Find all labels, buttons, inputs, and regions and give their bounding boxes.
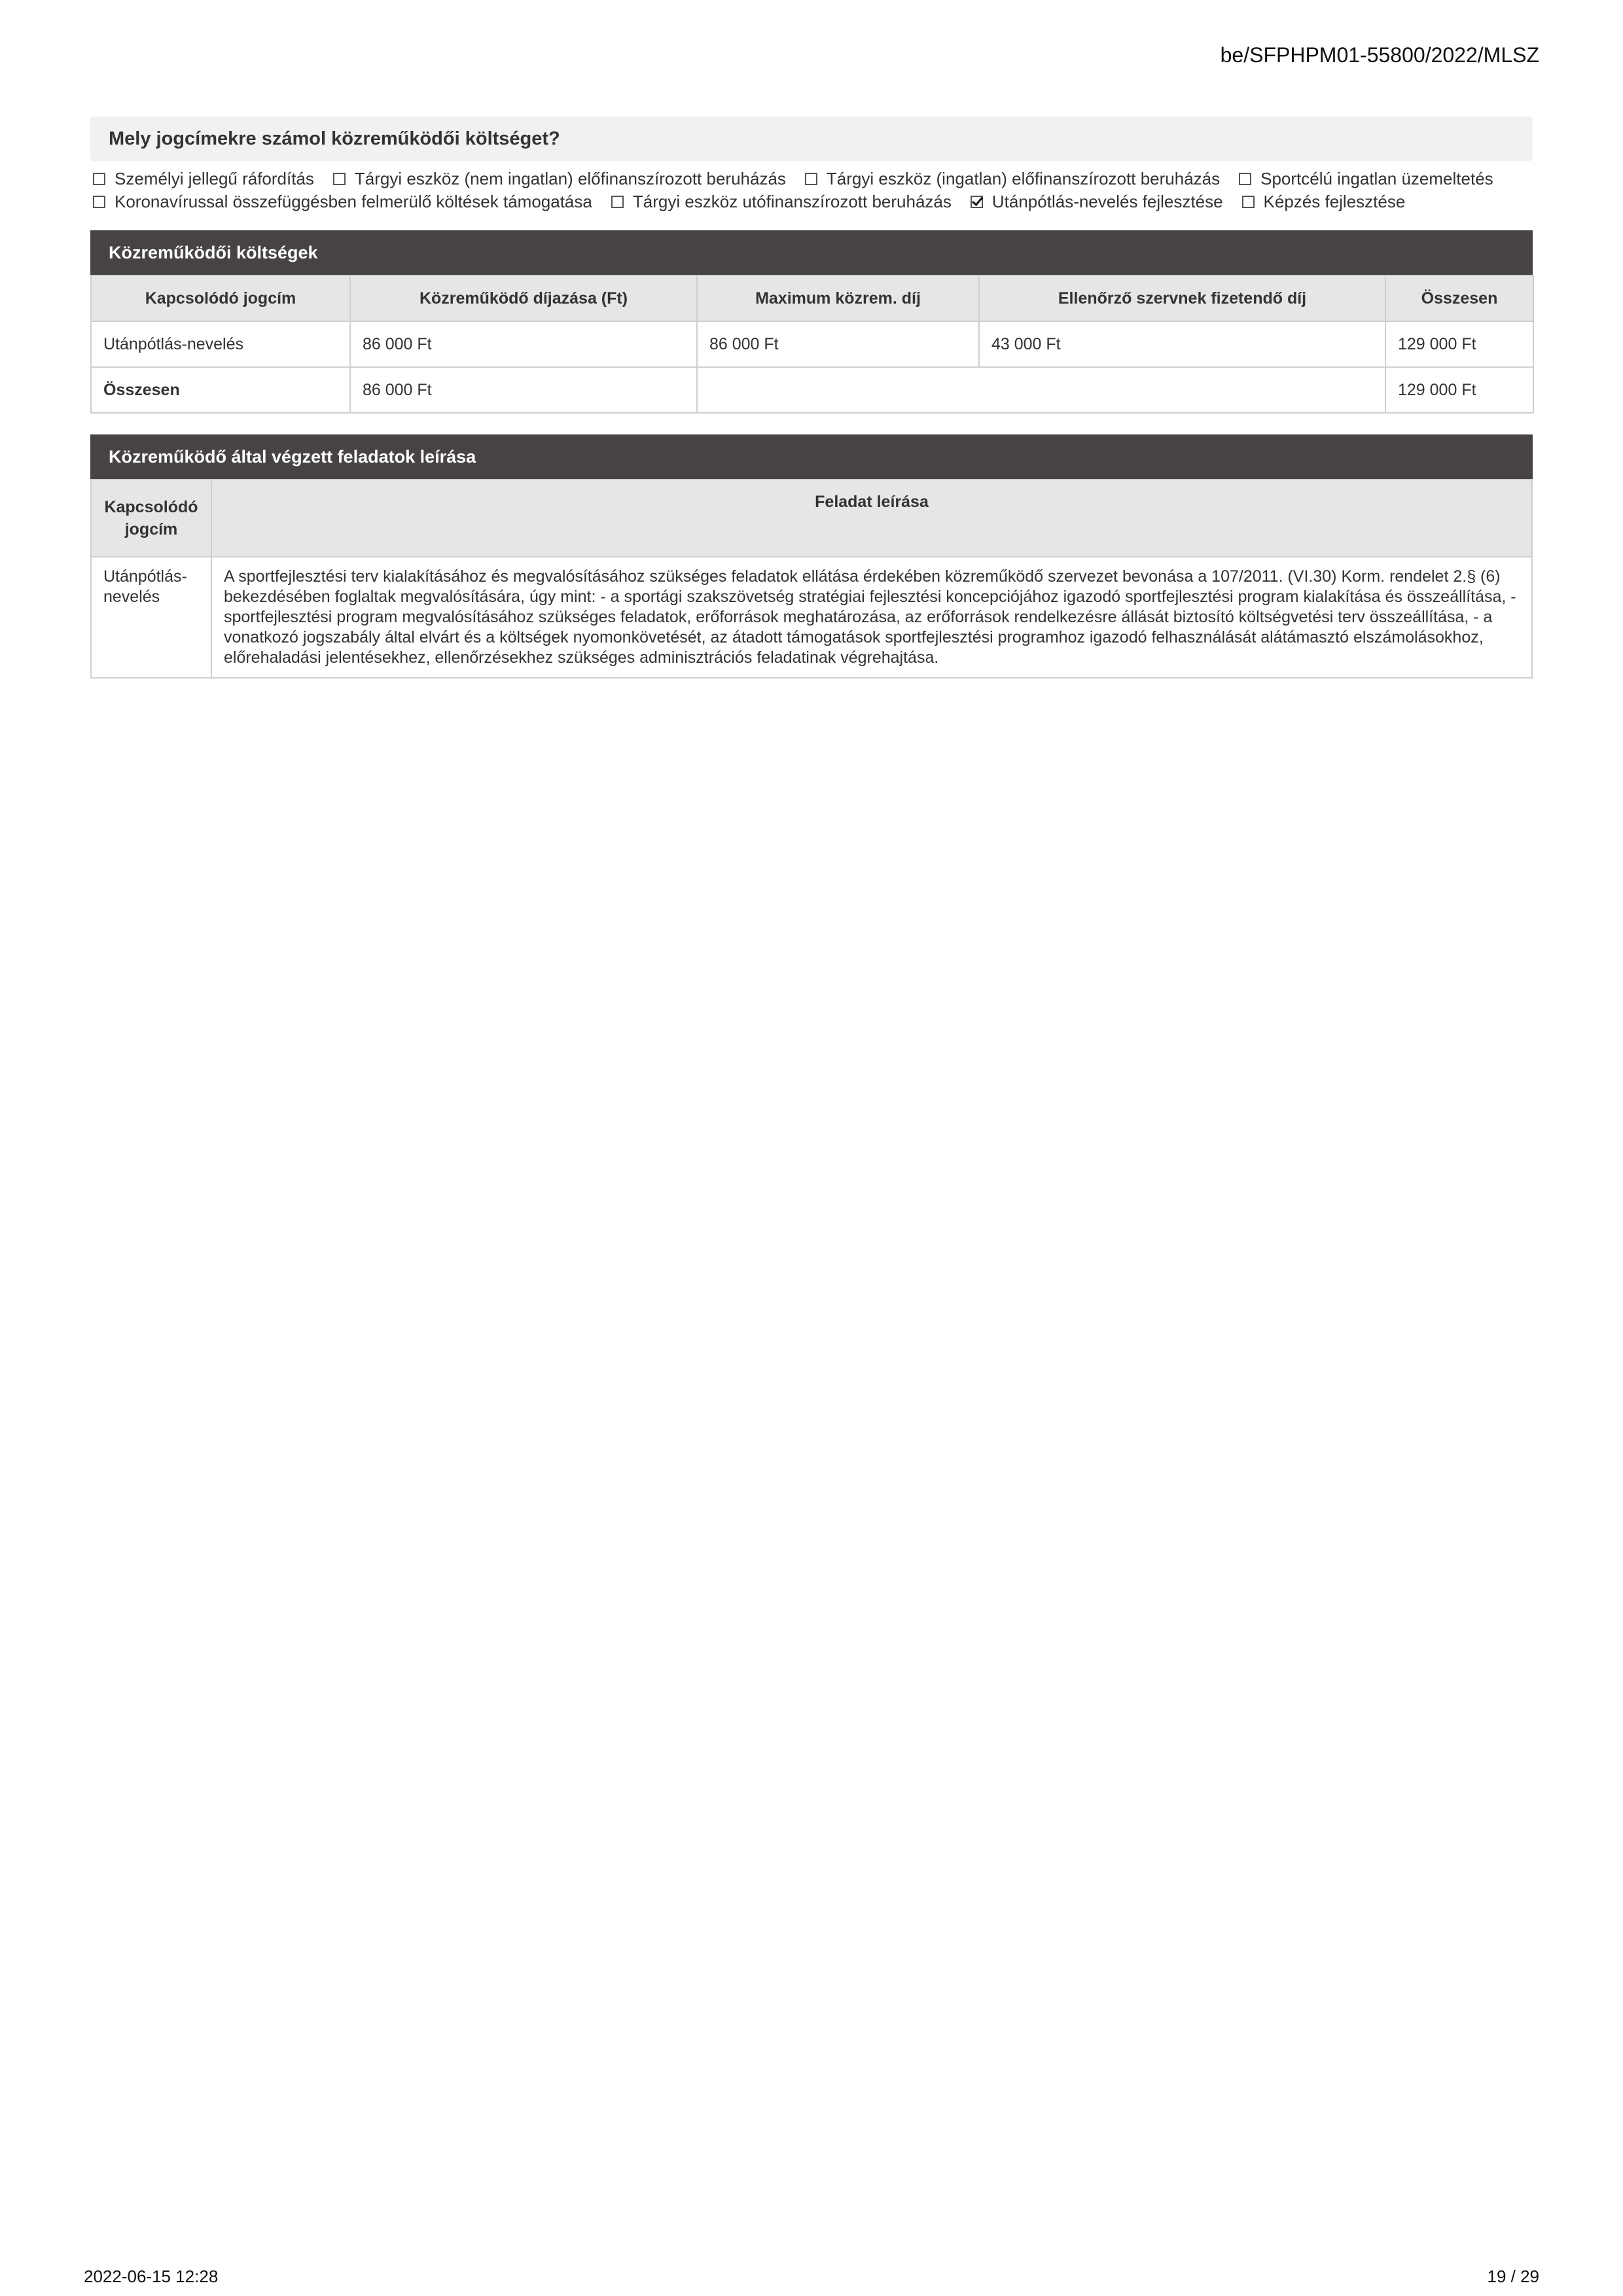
column-header: Közreműködő díjazása (Ft)	[350, 275, 697, 321]
total-sum: 129 000 Ft	[1385, 367, 1533, 413]
category-options	[93, 168, 1533, 213]
table-cell: 43 000 Ft	[979, 321, 1385, 367]
document-id: be/SFPHPM01-55800/2022/MLSZ	[1220, 43, 1539, 67]
column-header: Kapcsolódó jogcím	[91, 480, 211, 557]
option-label: Személyi jellegű ráfordítás	[115, 169, 314, 188]
table-cell: 86 000 Ft	[697, 321, 979, 367]
tasks-table	[90, 479, 1533, 679]
column-header: Feladat leírása	[211, 480, 1532, 557]
option-label: Képzés fejlesztése	[1263, 192, 1406, 211]
table-total-row	[91, 367, 1533, 413]
column-header: Összesen	[1385, 275, 1533, 321]
costs-section-title: Közreműködői költségek	[90, 230, 1533, 275]
checkbox-icon[interactable]	[93, 196, 105, 208]
option-label: Tárgyi eszköz utófinanszírozott beruházás	[632, 192, 952, 211]
table-cell: Utánpótlás-nevelés	[91, 557, 211, 678]
option-label: Tárgyi eszköz (nem ingatlan) előfinanszírozott beruházás	[354, 169, 786, 188]
option-training-development[interactable]	[1242, 192, 1406, 212]
option-label: Sportcélú ingatlan üzemeltetés	[1260, 169, 1493, 188]
checkbox-icon[interactable]	[611, 196, 624, 208]
option-covid-support[interactable]	[93, 192, 592, 212]
option-label: Utánpótlás-nevelés fejlesztése	[991, 192, 1223, 211]
total-label: Összesen	[91, 367, 350, 413]
checkbox-icon[interactable]	[333, 173, 346, 185]
table-row	[91, 557, 1532, 678]
costs-section	[90, 230, 1533, 414]
options-row-1	[93, 168, 1533, 190]
option-personal-expenses[interactable]	[93, 169, 314, 189]
checkbox-icon[interactable]	[93, 173, 105, 185]
total-fee: 86 000 Ft	[350, 367, 697, 413]
question-title-text: Mely jogcímekre számol közreműködői költséget?	[109, 128, 560, 149]
options-row-2	[93, 190, 1533, 213]
option-asset-postfinanced[interactable]	[611, 192, 952, 212]
column-header: Maximum közrem. díj	[697, 275, 979, 321]
checkbox-icon[interactable]	[1239, 173, 1251, 185]
checkbox-checked-icon[interactable]	[971, 196, 983, 208]
table-cell: 86 000 Ft	[350, 321, 697, 367]
option-asset-non-property-prefinanced[interactable]	[333, 169, 786, 189]
footer-date: 2022-06-15 12:28	[84, 2267, 219, 2286]
table-cell: A sportfejlesztési terv kialakításához és megvalósításához szükséges feladatok ellátása érdekében közreműködő szervezet bevonása a 107/2011. (VI.30) Korm. rendelet 2.§ (6) bekezdésében foglaltak megvalósítására, úgy mint: - a sportági szakszövetség stratégiai fejlesztési koncepciójához igazodó sportfejlesztési program kialakítása és összeállítása, - sportfejlesztési program megvalósításához szükséges feladatok, erőforrások meghatározása, az erőforrások rendelkezésre állását biztosító költségvetési terv összeállítása, - a vonatkozó jogszabály által elvárt és a költségek nyomonkövetését, az átadott támogatások sportfejlesztési programhoz igazodó felhasználását alátámasztó elszámolásokhoz, előrehaladási jelentésekhez, ellenőrzésekhez szükséges adminisztrációs feladatinak végrehajtása.	[211, 557, 1532, 678]
option-asset-property-prefinanced[interactable]	[805, 169, 1220, 189]
page-number: 19 / 29	[1487, 2267, 1539, 2286]
question-title	[90, 116, 1533, 161]
column-header: Kapcsolódó jogcím	[91, 275, 350, 321]
table-cell: 129 000 Ft	[1385, 321, 1533, 367]
option-label: Tárgyi eszköz (ingatlan) előfinanszírozott beruházás	[826, 169, 1221, 188]
table-cell: Utánpótlás-nevelés	[91, 321, 350, 367]
tasks-section-title: Közreműködő által végzett feladatok leírása	[90, 434, 1533, 479]
option-sports-facility-operation[interactable]	[1239, 169, 1493, 189]
empty-cell	[697, 367, 1385, 413]
column-header: Ellenőrző szervnek fizetendő díj	[979, 275, 1385, 321]
table-header-row	[91, 275, 1533, 321]
checkbox-icon[interactable]	[1242, 196, 1255, 208]
tasks-section	[90, 434, 1533, 679]
checkbox-icon[interactable]	[805, 173, 817, 185]
costs-table	[90, 275, 1534, 414]
table-row	[91, 321, 1533, 367]
option-youth-development[interactable]	[971, 192, 1223, 212]
option-label: Koronavírussal összefüggésben felmerülő költések támogatása	[115, 192, 592, 211]
table-header-row	[91, 480, 1532, 557]
